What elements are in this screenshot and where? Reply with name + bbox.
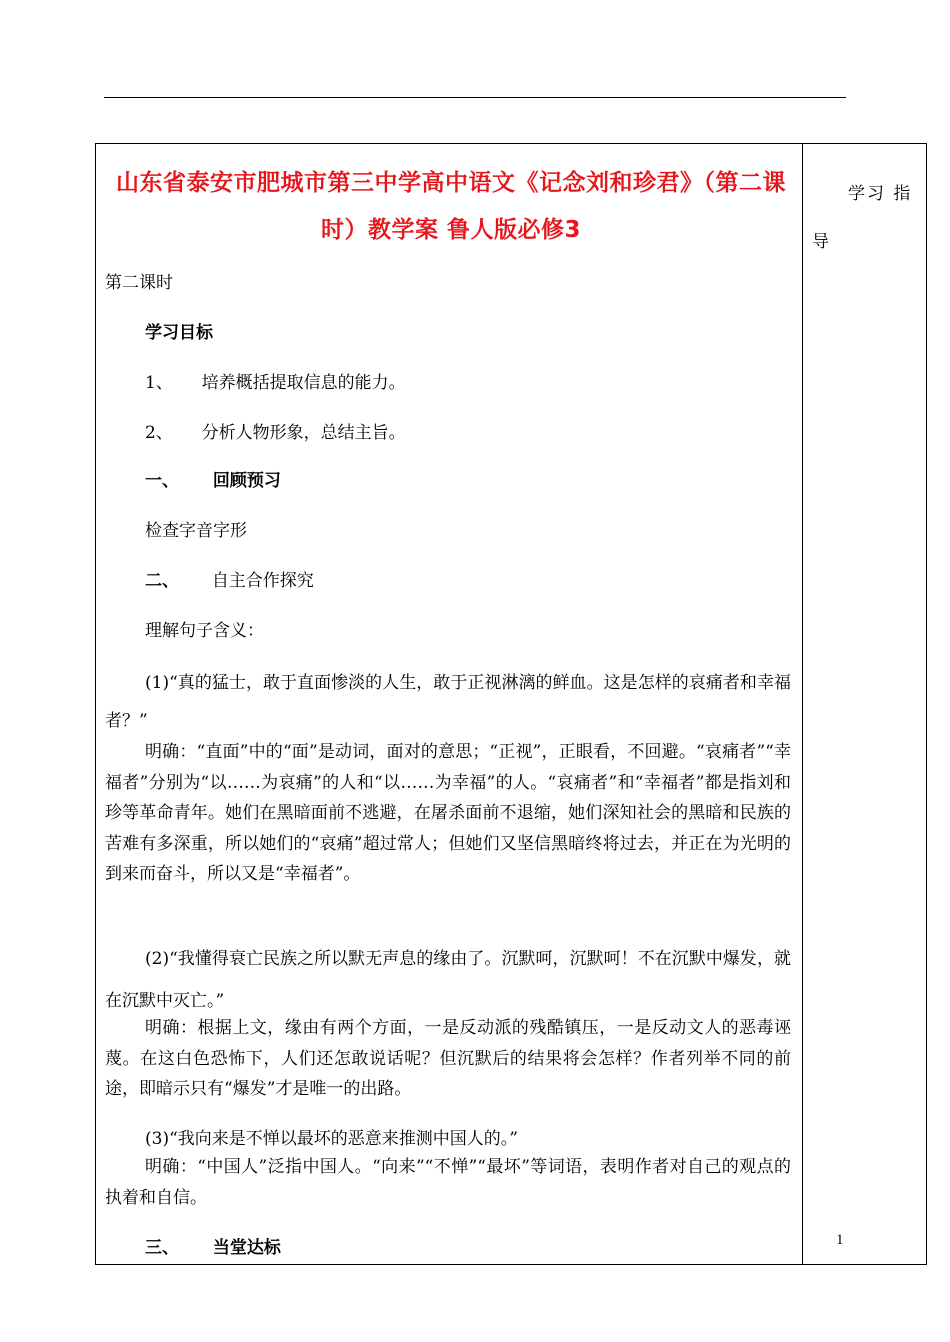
lesson-label: 第二课时: [105, 273, 173, 293]
objectives-heading: 学习目标: [145, 323, 213, 343]
answer-text: 明确：“中国人”泛指中国人。“向来”“不惮”“最坏”等词语，表明作者对自己的观点的执着和自信。: [105, 1157, 791, 1208]
objective-text: 培养概括提取信息的能力。: [201, 373, 406, 393]
section-heading: [145, 570, 314, 592]
section-heading: [145, 470, 281, 492]
objective-item: [145, 372, 406, 394]
section-title: 回顾预习: [212, 471, 281, 491]
section-title: 当堂达标: [212, 1238, 281, 1258]
quote-text: (2)“我懂得衰亡民族之所以默无声息的缘由了。沉默呵，沉默呵！不在沉默中爆发，就在沉默中灭亡。”: [105, 949, 791, 1011]
answer-text: 明确：“直面”中的“面”是动词，面对的意思；“正视”，正眼看，不回避。“哀痛者”“幸福者”分别为“以……为哀痛”的人和“以……为幸福”的人。“哀痛者”和“幸福者”都是指刘和珍等革命青年。她们在黑暗面前不逃避，在屠杀面前不退缩，她们深知社会的黑暗和民族的苦难有多深重，所以她们的“哀痛”超过常人；但她们又坚信黑暗终将过去，并正在为光明的到来而奋斗，所以又是“幸福者”。: [105, 742, 791, 884]
side-label-text: 学习 指导: [812, 184, 913, 252]
side-column-label: [812, 170, 922, 266]
section-number: 三、: [145, 1238, 179, 1258]
section-intro: 理解句子含义：: [145, 621, 264, 641]
section-heading: [145, 1237, 281, 1259]
objective-item: [145, 422, 406, 444]
document-title: 山东省泰安市肥城市第三中学高中语文《记念刘和珍君》（第二课时）教学案 鲁人版必修3: [116, 170, 786, 243]
page-number: 1: [836, 1232, 844, 1248]
column-divider: [802, 143, 803, 1265]
section-title: 自主合作探究: [211, 571, 314, 591]
section-content: 检查字音字形: [145, 521, 247, 541]
header-rule: [104, 97, 846, 98]
section-number: 一、: [145, 471, 179, 491]
objective-number: 1、: [145, 373, 173, 393]
quote-text: (1)“真的猛士，敢于直面惨淡的人生，敢于正视淋漓的鲜血。这是怎样的哀痛者和幸福者？”: [105, 673, 791, 731]
section-number: 二、: [145, 571, 179, 591]
quote-text: (3)“我向来是不惮以最坏的恶意来推测中国人的。”: [145, 1129, 518, 1149]
objective-text: 分析人物形象，总结主旨。: [201, 423, 406, 443]
objective-number: 2、: [145, 423, 173, 443]
answer-text: 明确：根据上文，缘由有两个方面，一是反动派的残酷镇压，一是反动文人的恶毒诬蔑。在这白色恐怖下，人们还怎敢说话呢？但沉默后的结果将会怎样？作者列举不同的前途，即暗示只有“爆发”才是唯一的出路。: [105, 1018, 791, 1099]
